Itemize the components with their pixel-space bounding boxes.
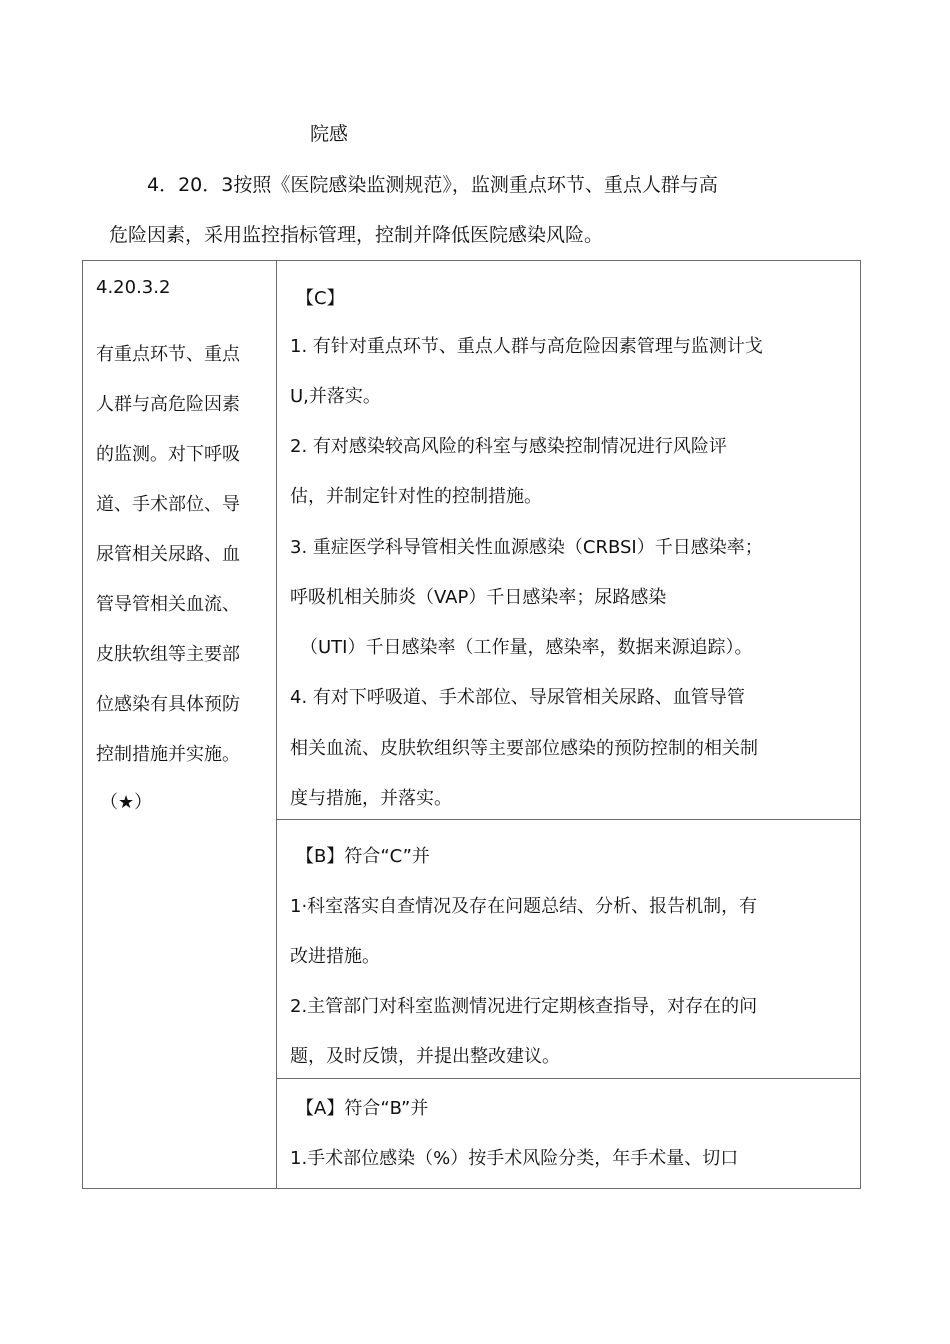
table-border-left bbox=[82, 260, 83, 1189]
requirement-line: 位感染有具体预防 bbox=[96, 694, 240, 715]
grade-c-line: 1. 有针对重点环节、重点人群与高危险因素管理与监测计戈 bbox=[290, 336, 763, 357]
requirement-line: 管导管相关血流、 bbox=[96, 594, 240, 615]
requirement-line: 皮肤软组等主要部 bbox=[96, 644, 240, 665]
heading-fragment: 院感 bbox=[310, 123, 349, 145]
requirement-line: 控制措施并实施。 bbox=[96, 744, 240, 765]
grade-c-line: 呼吸机相关肺炎（VAP）千日感染率；尿路感染 bbox=[290, 587, 667, 608]
grade-b-line: 题，及时反馈，并提出整改建议。 bbox=[290, 1046, 560, 1067]
grade-c-line: 估，并制定针对性的控制措施。 bbox=[290, 486, 542, 507]
grade-c-line: 3. 重症医学科导管相关性血源感染（CRBSI）千日感染率； bbox=[290, 537, 763, 558]
grade-b-line: 1·科室落实自查情况及存在问题总结、分析、报告机制，有 bbox=[290, 896, 758, 917]
table-border-top bbox=[82, 260, 861, 261]
grade-c-line: （UTI）千日感染率（工作量，感染率，数据来源追踪）。 bbox=[300, 637, 753, 658]
requirement-line: 有重点环节、重点 bbox=[96, 344, 240, 365]
table-border-bottom bbox=[82, 1188, 861, 1189]
intro-line-2: 危险因素，采用监控指标管理，控制并降低医院感染风险。 bbox=[109, 224, 604, 246]
requirement-line: 的监测。对下呼吸 bbox=[96, 444, 240, 465]
requirement-line: 尿管相关尿路、血 bbox=[96, 544, 240, 565]
row-divider-c-b bbox=[276, 819, 861, 820]
intro-line-1: 4．20．3按照《医院感染监测规范》，监测重点环节、重点人群与高 bbox=[147, 174, 718, 196]
grade-c-line: U,并落实。 bbox=[290, 386, 381, 407]
grade-a-line: 1.手术部位感染（%）按手术风险分类，年手术量、切口 bbox=[290, 1148, 739, 1169]
grade-b-line: 2.主管部门对科室监测情况进行定期核查指导，对存在的问 bbox=[290, 996, 758, 1017]
grade-c-line: 相关血流、皮肤软组织等主要部位感染的预防控制的相关制 bbox=[290, 738, 758, 759]
row-divider-b-a bbox=[276, 1078, 861, 1079]
grade-c-line: 2. 有对感染较高风险的科室与感染控制情况进行风险评 bbox=[290, 436, 727, 457]
grade-a-title: 【A】符合“B”并 bbox=[296, 1098, 429, 1119]
grade-b-title: 【B】符合“C”并 bbox=[296, 846, 430, 867]
item-code: 4.20.3.2 bbox=[96, 277, 171, 298]
table-column-divider bbox=[276, 260, 277, 1189]
grade-c-line: 4. 有对下呼吸道、手术部位、导尿管相关尿路、血管导管 bbox=[290, 687, 745, 708]
core-item-star: （★） bbox=[100, 792, 153, 813]
grade-c-line: 度与措施，并落实。 bbox=[290, 788, 452, 809]
table-border-right bbox=[860, 260, 861, 1189]
grade-b-line: 改进措施。 bbox=[290, 946, 380, 967]
grade-c-title: 【C】 bbox=[296, 288, 345, 309]
requirement-line: 道、手术部位、导 bbox=[96, 494, 240, 515]
requirement-line: 人群与高危险因素 bbox=[96, 394, 240, 415]
